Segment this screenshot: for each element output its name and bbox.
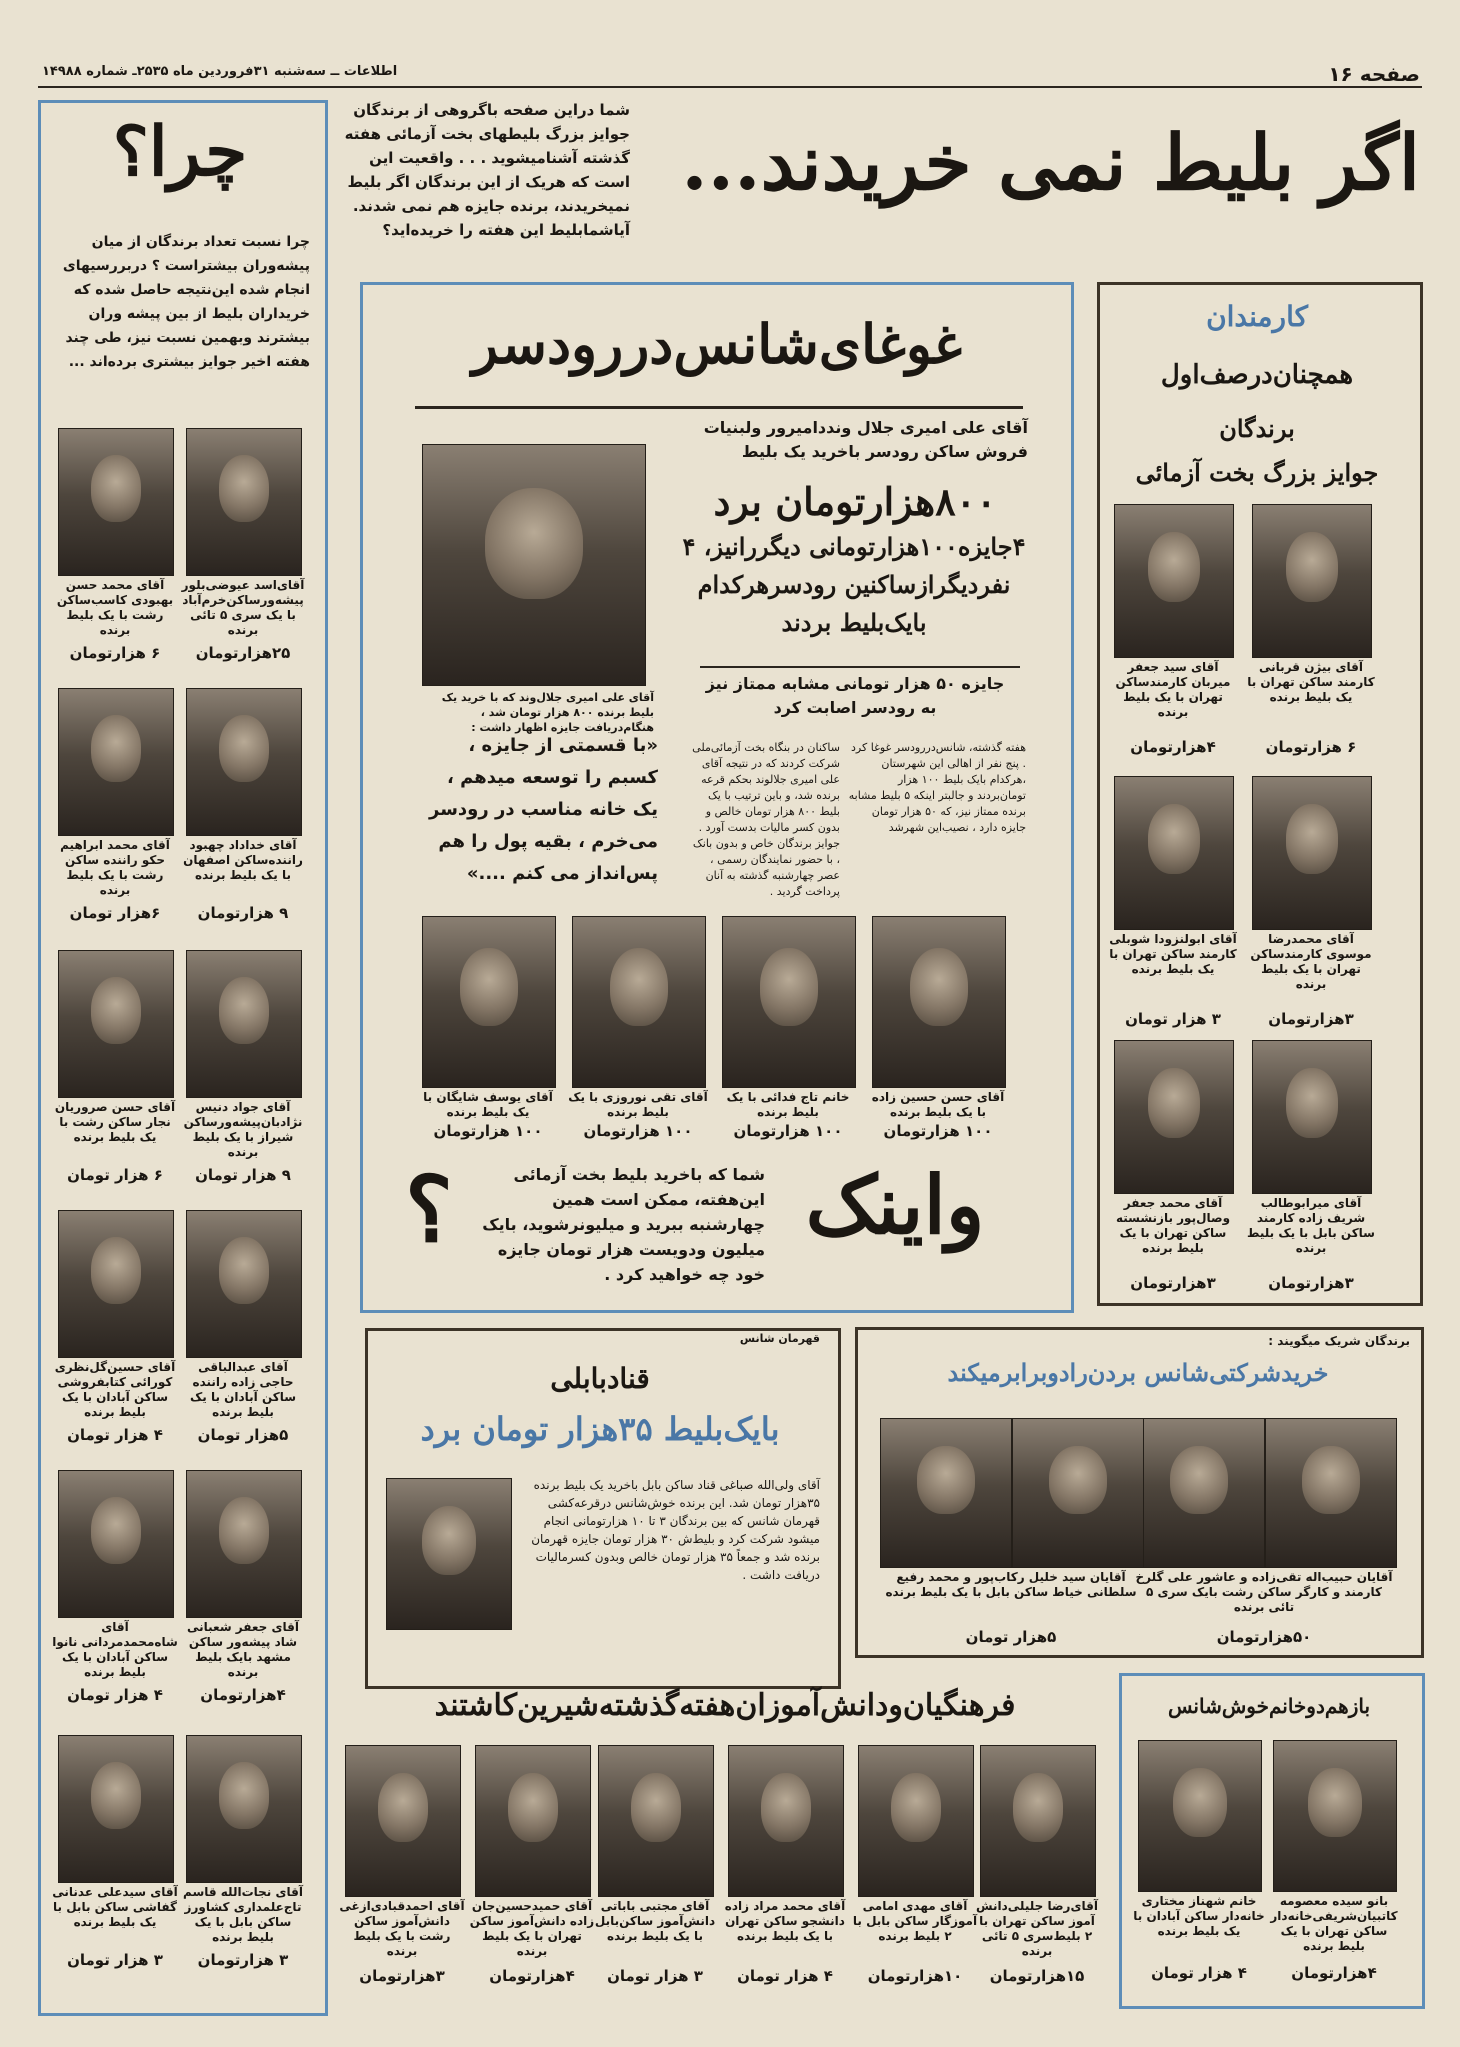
rudsar-col2: ساکنان در بنگاه بخت آزمائی‌ملی شرکت کردند که در نتیجه آقای علی امیری جلالوند بحکم قرعه برنده شد، و باین ترتیب با یک بلیط ۸۰۰ هزار تومان خالص و بدون کسر مالیات بدست آورد . جوایز برندگان خاص و بدون بانک ، با حضور نمایندگان رسمی ، عصر چهارشنبه گذشته به آنان پرداخت گردید . [692, 741, 840, 898]
teacher-amount: ۳ هزار تومان [607, 1967, 703, 1985]
rudsar-winner-caption: خانم تاج فدائی با یک بلیط برنده [726, 1090, 850, 1119]
main-headline: اگر بلیط نمی خریدند... [681, 118, 1420, 207]
why-person-caption: آقای جواد دنیس نژادبان‌پیشه‌ورساکن شیراز با یک بلیط برنده [183, 1100, 303, 1159]
employee-amount: ۶ هزارتومان [1265, 738, 1357, 756]
rudsar-sub-rule [700, 666, 1020, 668]
teacher-caption: آقای مجتبی باباتی دانش‌آموز ساکن‌بابل با یک بلیط برنده [594, 1899, 716, 1943]
employee-amount: ۳هزارتومان [1130, 1274, 1216, 1292]
teacher-photo [728, 1745, 844, 1897]
babol-title1: قنادبابلی [550, 1362, 650, 1395]
employee-caption: آقای بیژن قربانی کارمند ساکن تهران با یک بلیط برنده [1247, 660, 1375, 704]
employee-caption: آقای سید جعفر میربان کارمندساکن تهران با یک بلیط برنده [1115, 660, 1231, 719]
rudsar-sub: جایزه ۵۰ هزار تومانی مشابه ممتاز نیز به رودسر اصابت کرد [705, 674, 1005, 717]
why-person-caption: آقای‌اسد عیوضی‌بلور پیشه‌ورساکن‌خرم‌آباد با یک سری ۵ تائی برنده [181, 578, 305, 637]
teacher-caption: آقای مهدی امامی آموزگار ساکن بابل با ۲ بلیط برنده [852, 1899, 978, 1943]
teacher-caption: آقای محمد مراد زاده دانشجو ساکن تهران با یک بلیط برنده [724, 1899, 846, 1943]
teacher-photo [345, 1745, 461, 1897]
partners-pair1-photo-a [1133, 1418, 1265, 1568]
teacher-caption: آقای حمیدحسین‌جان زاده دانش‌آموز ساکن تهران با یک بلیط برنده [469, 1899, 595, 1958]
woman-amount: ۴ هزار تومان [1151, 1964, 1247, 1982]
why-person-amount: ۵هزار تومان [197, 1426, 289, 1444]
teacher-photo [598, 1745, 714, 1897]
why-person-photo [186, 428, 302, 576]
why-person-photo [58, 428, 174, 576]
why-person-amount: ۶ هزارتومان [69, 644, 161, 662]
partners-pair2-amount: ۵هزار تومان [965, 1628, 1057, 1646]
why-person-caption: آقای سیدعلی عدنانی گفاشی ساکن بابل با یک بلیط برنده [52, 1885, 178, 1929]
masthead: اطلاعات ــ سه‌شنبه ۳۱فروردین ماه ۲۵۳۵ـ شماره ۱۴۹۸۸ [42, 64, 398, 79]
why-person-caption: آقای جعفر شعبانی شاد پیشه‌ور ساکن مشهد بایک بلیط برنده [187, 1620, 299, 1679]
rudsar-winner-amount: ۱۰۰ هزارتومان [883, 1122, 993, 1140]
employee-photo [1114, 776, 1234, 930]
employees-title3: برندگان [1219, 414, 1295, 443]
employees-title4: جوایز بزرگ بخت آزمائی [1135, 458, 1379, 487]
why-person-photo [58, 1210, 174, 1358]
rudsar-winner-photo [722, 916, 856, 1088]
why-person-amount: ۴هزارتومان [200, 1686, 286, 1704]
header-rule [38, 86, 1422, 88]
partners-title: خریدشرکتی‌شانس بردن‌رادوبرابرمیکند [947, 1358, 1329, 1387]
teacher-caption: آقای‌رضا جلیلی‌دانش آموز ساکن تهران با ۲ بلیط‌سری ۵ تائی برنده [976, 1899, 1098, 1958]
rudsar-col1: هفته گذشته، شانس‌دررودسر غوغا کرد . پنج نفر از اهالی این شهرستان ،هرکدام بایک بلیط ۱۰۰ هزار تومان‌بردند و جالبتر اینکه ۵ بلیط مشابه برنده ممتاز نیز، که ۵۰ هزار تومان جایزه دارد ، نصیب‌این شهرشد [848, 741, 1026, 834]
why-person-photo [186, 688, 302, 836]
rudsar-winner-photo [422, 916, 556, 1088]
rudsar-title-rule [415, 406, 1023, 409]
why-person-amount: ۶ هزار تومان [67, 1166, 163, 1184]
woman-caption: بانو سیده معصومه کاتبیان‌شریفی‌خانه‌دار ساکن تهران با یک بلیط برنده [1270, 1894, 1398, 1953]
partners-pair2-photo-b [1012, 1418, 1144, 1568]
employees-title1: کارمندان [1206, 300, 1308, 333]
employee-caption: آقای محمدرضا موسوی کارمندساکن تهران با یک بلیط برنده [1250, 932, 1372, 991]
teacher-caption: آقای احمدقبادی‌ازغی دانش‌آموز ساکن رشت با یک بلیط برنده [339, 1899, 465, 1958]
why-person-photo [58, 1735, 174, 1883]
why-person-amount: ۶هزار تومان [69, 904, 161, 922]
babol-photo [386, 1478, 512, 1630]
rudsar-winner-amount: ۱۰۰ هزارتومان [733, 1122, 843, 1140]
babol-kicker: قهرمان شانس [739, 1332, 820, 1345]
teacher-photo [858, 1745, 974, 1897]
why-person-photo [186, 1735, 302, 1883]
intro-text: شما دراین صفحه باگروهی از برندگان جوایز بزرگ بلیطهای بخت آزمائی هفته گذشته آشنامیشوید . . . واقعیت این است که هریک از این برندگان اگر بلیط نمیخریدند، برنده جایزه هم نمی شدند. آیاشمابلیط این هفته را خریده‌اید؟ [344, 101, 630, 239]
why-person-amount: ۴ هزار تومان [67, 1426, 163, 1444]
why-person-amount: ۹ هزارتومان [197, 904, 289, 922]
women-title: بازهم‌دوخانم‌خوش‌شانس [1167, 1694, 1371, 1718]
employee-photo [1252, 504, 1372, 658]
partners-pair1-amount: ۵۰هزارتومان [1216, 1628, 1312, 1646]
why-text: چرا نسبت تعداد برندگان از میان پیشه‌وران بیشتراست ؟ دربررسیهای انجام شده این‌نتیجه حاصل شده که خریداران بلیط از بین پیشه وران بیشترند وبهمین نسبت نیز، طی چند هفته اخیر جوایز بیشتری برده‌اند ... [62, 234, 310, 370]
rudsar-quote: «با قسمتی از جایزه ، کسبم را توسعه میدهم ، یک خانه مناسب در رودسر می‌خرم ، بقیه پول را هم پس‌انداز می کنم ....» [429, 735, 658, 884]
why-person-amount: ۳ هزار تومان [67, 1951, 163, 1969]
page-number: صفحه ۱۶ [1328, 62, 1420, 86]
now-title: واینک [805, 1158, 985, 1252]
partners-pair1-caption: آقایان حبیب‌اله تقی‌زاده و عاشور علی گلرخ کارمند و کارگر ساکن رشت بایک سری ۵ تائی برنده [1135, 1570, 1393, 1614]
employee-caption: آقای محمد جعفر وصال‌پور بازنشسته ساکن تهران با یک بلیط برنده [1115, 1196, 1231, 1255]
employee-photo [1252, 1040, 1372, 1194]
why-person-photo [58, 950, 174, 1098]
why-person-photo [186, 1470, 302, 1618]
teacher-photo [475, 1745, 591, 1897]
rudsar-winner-caption: آقای تقی نوروزی با یک بلیط برنده [568, 1090, 708, 1119]
employee-photo [1252, 776, 1372, 930]
rudsar-winner-amount: ۱۰۰ هزارتومان [433, 1122, 543, 1140]
teacher-amount: ۱۵هزارتومان [989, 1967, 1085, 1985]
woman-photo [1138, 1740, 1262, 1892]
rudsar-title: غوغای‌شانس‌دررودسر [471, 312, 963, 376]
why-person-amount: ۹ هزار تومان [195, 1166, 291, 1184]
why-person-photo [58, 1470, 174, 1618]
employee-photo [1114, 504, 1234, 658]
why-person-caption: آقای حسن صروریان نجار ساکن رشت با یک بلیط برنده [54, 1100, 176, 1144]
employee-caption: آقای ابولنزودا شوبلی کارمند ساکن تهران با یک بلیط برنده [1109, 932, 1237, 976]
employee-amount: ۳هزارتومان [1268, 1010, 1354, 1028]
partners-pair2-caption: آقایان سید خلیل رکاب‌پور و محمد رفیع سلطانی خیاط ساکن بابل با یک بلیط برنده [885, 1570, 1137, 1599]
why-person-photo [186, 950, 302, 1098]
rudsar-big2: ۴جایزه۱۰۰هزارتومانی دیگررانیز، ۴ نفردیگرازساکنین رودسرهرکدام بایک‌بلیط بردند [682, 532, 1026, 637]
why-person-caption: آقای نجات‌الله قاسم تاج‌علمداری کشاورز ساکن بابل با یک بلیط برنده [183, 1885, 303, 1944]
partners-pair2-photo-a [880, 1418, 1012, 1568]
why-person-caption: آقای محمد ابراهیم حکو راننده ساکن رشت با یک بلیط برنده [60, 838, 170, 897]
rudsar-photo-caption: آقای علی امیری جلال‌وند که با خرید یک بلیط برنده ۸۰۰ هزار تومان شد ، هنگام‌دریافت جایزه اظهار داشت : [441, 691, 654, 734]
employee-caption: آقای میرابوطالب شریف زاده کارمند ساکن بابل با یک بلیط برنده [1247, 1196, 1375, 1255]
employee-amount: ۳هزارتومان [1268, 1274, 1354, 1292]
employee-amount: ۳ هزار تومان [1125, 1010, 1221, 1028]
rudsar-lead: آقای علی امیری جلال وندداميرور ولبنيات فروش ساکن رودسر باخرید یک بلیط [703, 418, 1028, 461]
employee-photo [1114, 1040, 1234, 1194]
teacher-amount: ۴ هزار تومان [737, 1967, 833, 1985]
rudsar-winner-photo [872, 916, 1006, 1088]
why-person-photo [186, 1210, 302, 1358]
babol-text: آقای ولی‌الله صباغی قناد ساکن بابل باخرید یک بلیط برنده ۳۵هزار تومان شد. این برنده خوش‌شانس درقرعه‌کشی قهرمان شانس که بین برندگان ۳ تا ۱۰ هزارتومانی انجام میشود شرکت کرد و بلیط‌ش ۳۰ هزار تومان جایزه قهرمان برنده شد و جمعاً ۳۵ هزار تومان خالص وبدون کسرمالیات دریافت داشت . [531, 1478, 820, 1582]
why-person-caption: آقای محمد حسن بهبودی کاسب‌ساکن رشت با یک بلیط برنده [56, 578, 174, 637]
teacher-amount: ۱۰هزارتومان [867, 1967, 963, 1985]
rudsar-winner-amount: ۱۰۰ هزارتومان [583, 1122, 693, 1140]
rudsar-main-photo [422, 444, 646, 686]
why-person-amount: ۳ هزارتومان [197, 1951, 289, 1969]
now-text: شما که باخرید بلیط بخت آزمائی این‌هفته، ممکن است همین چهارشنبه ببرید و میلیونرشوید، بایک میلیون ودویست هزار تومان جایزه خود چه خواهید کرد . [482, 1165, 765, 1284]
partners-kicker: برندگان شریک میگویند : [1268, 1334, 1410, 1348]
teacher-photo [980, 1745, 1096, 1897]
woman-photo [1273, 1740, 1397, 1892]
teacher-amount: ۳هزارتومان [359, 1967, 445, 1985]
teachers-title: فرهنگیان‌ودانش‌آموزان‌هفته‌گذشته‌شیرین‌کاشتند [434, 1688, 1016, 1723]
why-person-amount: ۲۵هزارتومان [195, 644, 291, 662]
rudsar-winner-caption: آقای حسن حسین زاده با یک بلیط برنده [871, 1090, 1005, 1119]
why-person-caption: آقای عبدالباقی حاجی زاده راننده ساکن آبادان با یک بلیط برنده [189, 1360, 297, 1419]
teacher-amount: ۴هزارتومان [489, 1967, 575, 1985]
why-person-photo [58, 688, 174, 836]
why-person-amount: ۴ هزار تومان [67, 1686, 163, 1704]
why-title: چرا؟ [112, 112, 248, 192]
rudsar-winner-photo [572, 916, 706, 1088]
rudsar-winner-caption: آقای یوسف شایگان با یک بلیط برنده [423, 1090, 553, 1119]
woman-amount: ۴هزارتومان [1291, 1964, 1377, 1982]
babol-title2: بایک‌بلیط ۳۵هزار تومان برد [420, 1410, 780, 1448]
question-mark-icon: ؟ [405, 1157, 453, 1263]
woman-caption: خانم شهناز مختاری خانه‌دار ساکن آبادان با یک بلیط برنده [1133, 1894, 1265, 1938]
rudsar-big1: ۸۰۰هزارتومان برد [713, 479, 997, 524]
why-person-caption: آقای خداداد چهبود راننده‌ساکن اصفهان با یک بلیط برنده [183, 838, 303, 882]
employees-title2: همچنان‌درصف‌اول [1160, 360, 1354, 390]
why-person-caption: آقای شاه‌محمدمردانی نانوا ساکن آبادان با یک بلیط برنده [52, 1620, 178, 1679]
employee-amount: ۴هزارتومان [1130, 738, 1216, 756]
why-person-caption: آقای حسین‌گل‌نظری کورائی کتابفروشی ساکن آبادان با یک بلیط برنده [54, 1360, 176, 1419]
partners-pair1-photo-b [1265, 1418, 1397, 1568]
